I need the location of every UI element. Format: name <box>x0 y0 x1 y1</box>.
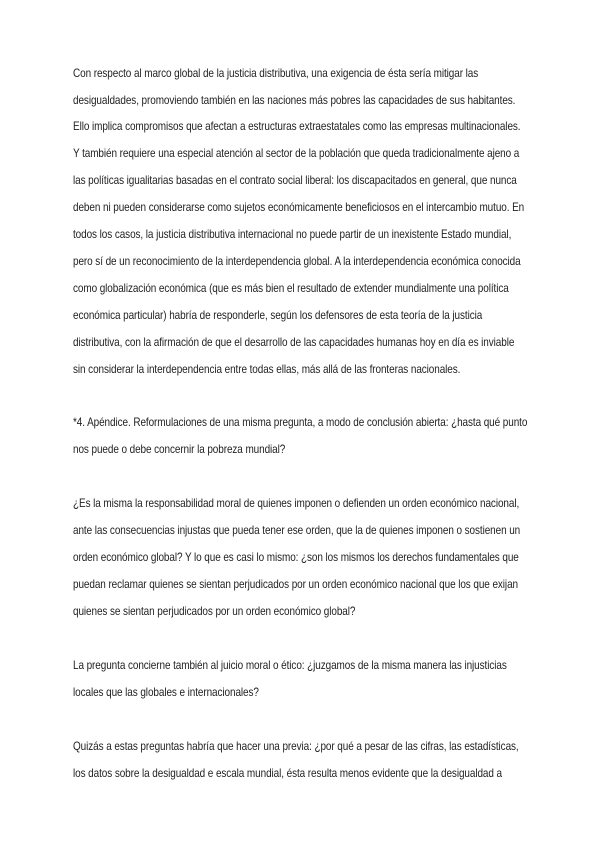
text-line: ante las consecuencias injustas que pueda tener ese orden, que la de quienes imponen o sostienen un <box>73 524 521 537</box>
text-line: orden económico global? Y lo que es casi lo mismo: ¿son los mismos los derechos fundamentales que <box>73 551 519 564</box>
text-line: como globalización económica (que es más bien el resultado de extender mundialmente una política <box>73 282 509 295</box>
text-line: ¿Es la misma la responsabilidad moral de quienes imponen o defienden un orden económico nacional, <box>73 497 520 510</box>
text-line: Ello implica compromisos que afectan a estructuras extraestatales como las empresas multinacionales. <box>73 120 521 133</box>
text-line: desigualdades, promoviendo también en las naciones más pobres las capacidades de sus habitantes. <box>73 94 516 107</box>
text-line: Quizás a estas preguntas habría que hacer una previa: ¿por qué a pesar de las cifras, las estadísticas, <box>73 740 519 753</box>
text-line: económica particular) habría de responderle, según los defensores de esta teoría de la justicia <box>73 309 483 322</box>
text-line: Y también requiere una especial atención al sector de la población que queda tradicionalmente ajeno a <box>73 147 520 160</box>
text-line: deben ni pueden considerarse como sujetos económicamente beneficiosos en el intercambio mutuo. En <box>73 201 525 214</box>
text-line: pero sí de un reconocimiento de la interdependencia global. A la interdependencia económica conocida <box>73 255 521 268</box>
text-line: los datos sobre la desigualdad e escala mundial, ésta resulta menos evidente que la desigualdad a <box>73 767 503 780</box>
text-line: distributiva, con la afirmación de que el desarrollo de las capacidades humanas hoy en día es inviable <box>73 336 515 349</box>
text-line: nos puede o debe concernir la pobreza mundial? <box>73 443 286 456</box>
text-line: puedan reclamar quienes se sientan perjudicados por un orden económico nacional que los que exijan <box>73 578 518 591</box>
text-line: sin considerar la interdependencia entre todas ellas, más allá de las fronteras nacionales. <box>73 363 461 376</box>
text-line: quienes se sientan perjudicados por un orden económico global? <box>73 605 356 618</box>
text-line: La pregunta concierne también al juicio moral o ético: ¿juzgamos de la misma manera las injusticias <box>73 659 507 672</box>
text-line: todos los casos, la justicia distributiva internacional no puede partir de un inexistente Estado mundial, <box>73 228 512 241</box>
text-line: las políticas igualitarias basadas en el contrato social liberal: los discapacitados en general, que nunca <box>73 174 517 187</box>
text-line: locales que las globales e internacionales? <box>73 686 259 699</box>
text-line: *4. Apéndice. Reformulaciones de una misma pregunta, a modo de conclusión abierta: ¿hasta qué punto <box>73 416 528 429</box>
text-line: Con respecto al marco global de la justicia distributiva, una exigencia de ésta sería mitigar las <box>73 67 479 80</box>
